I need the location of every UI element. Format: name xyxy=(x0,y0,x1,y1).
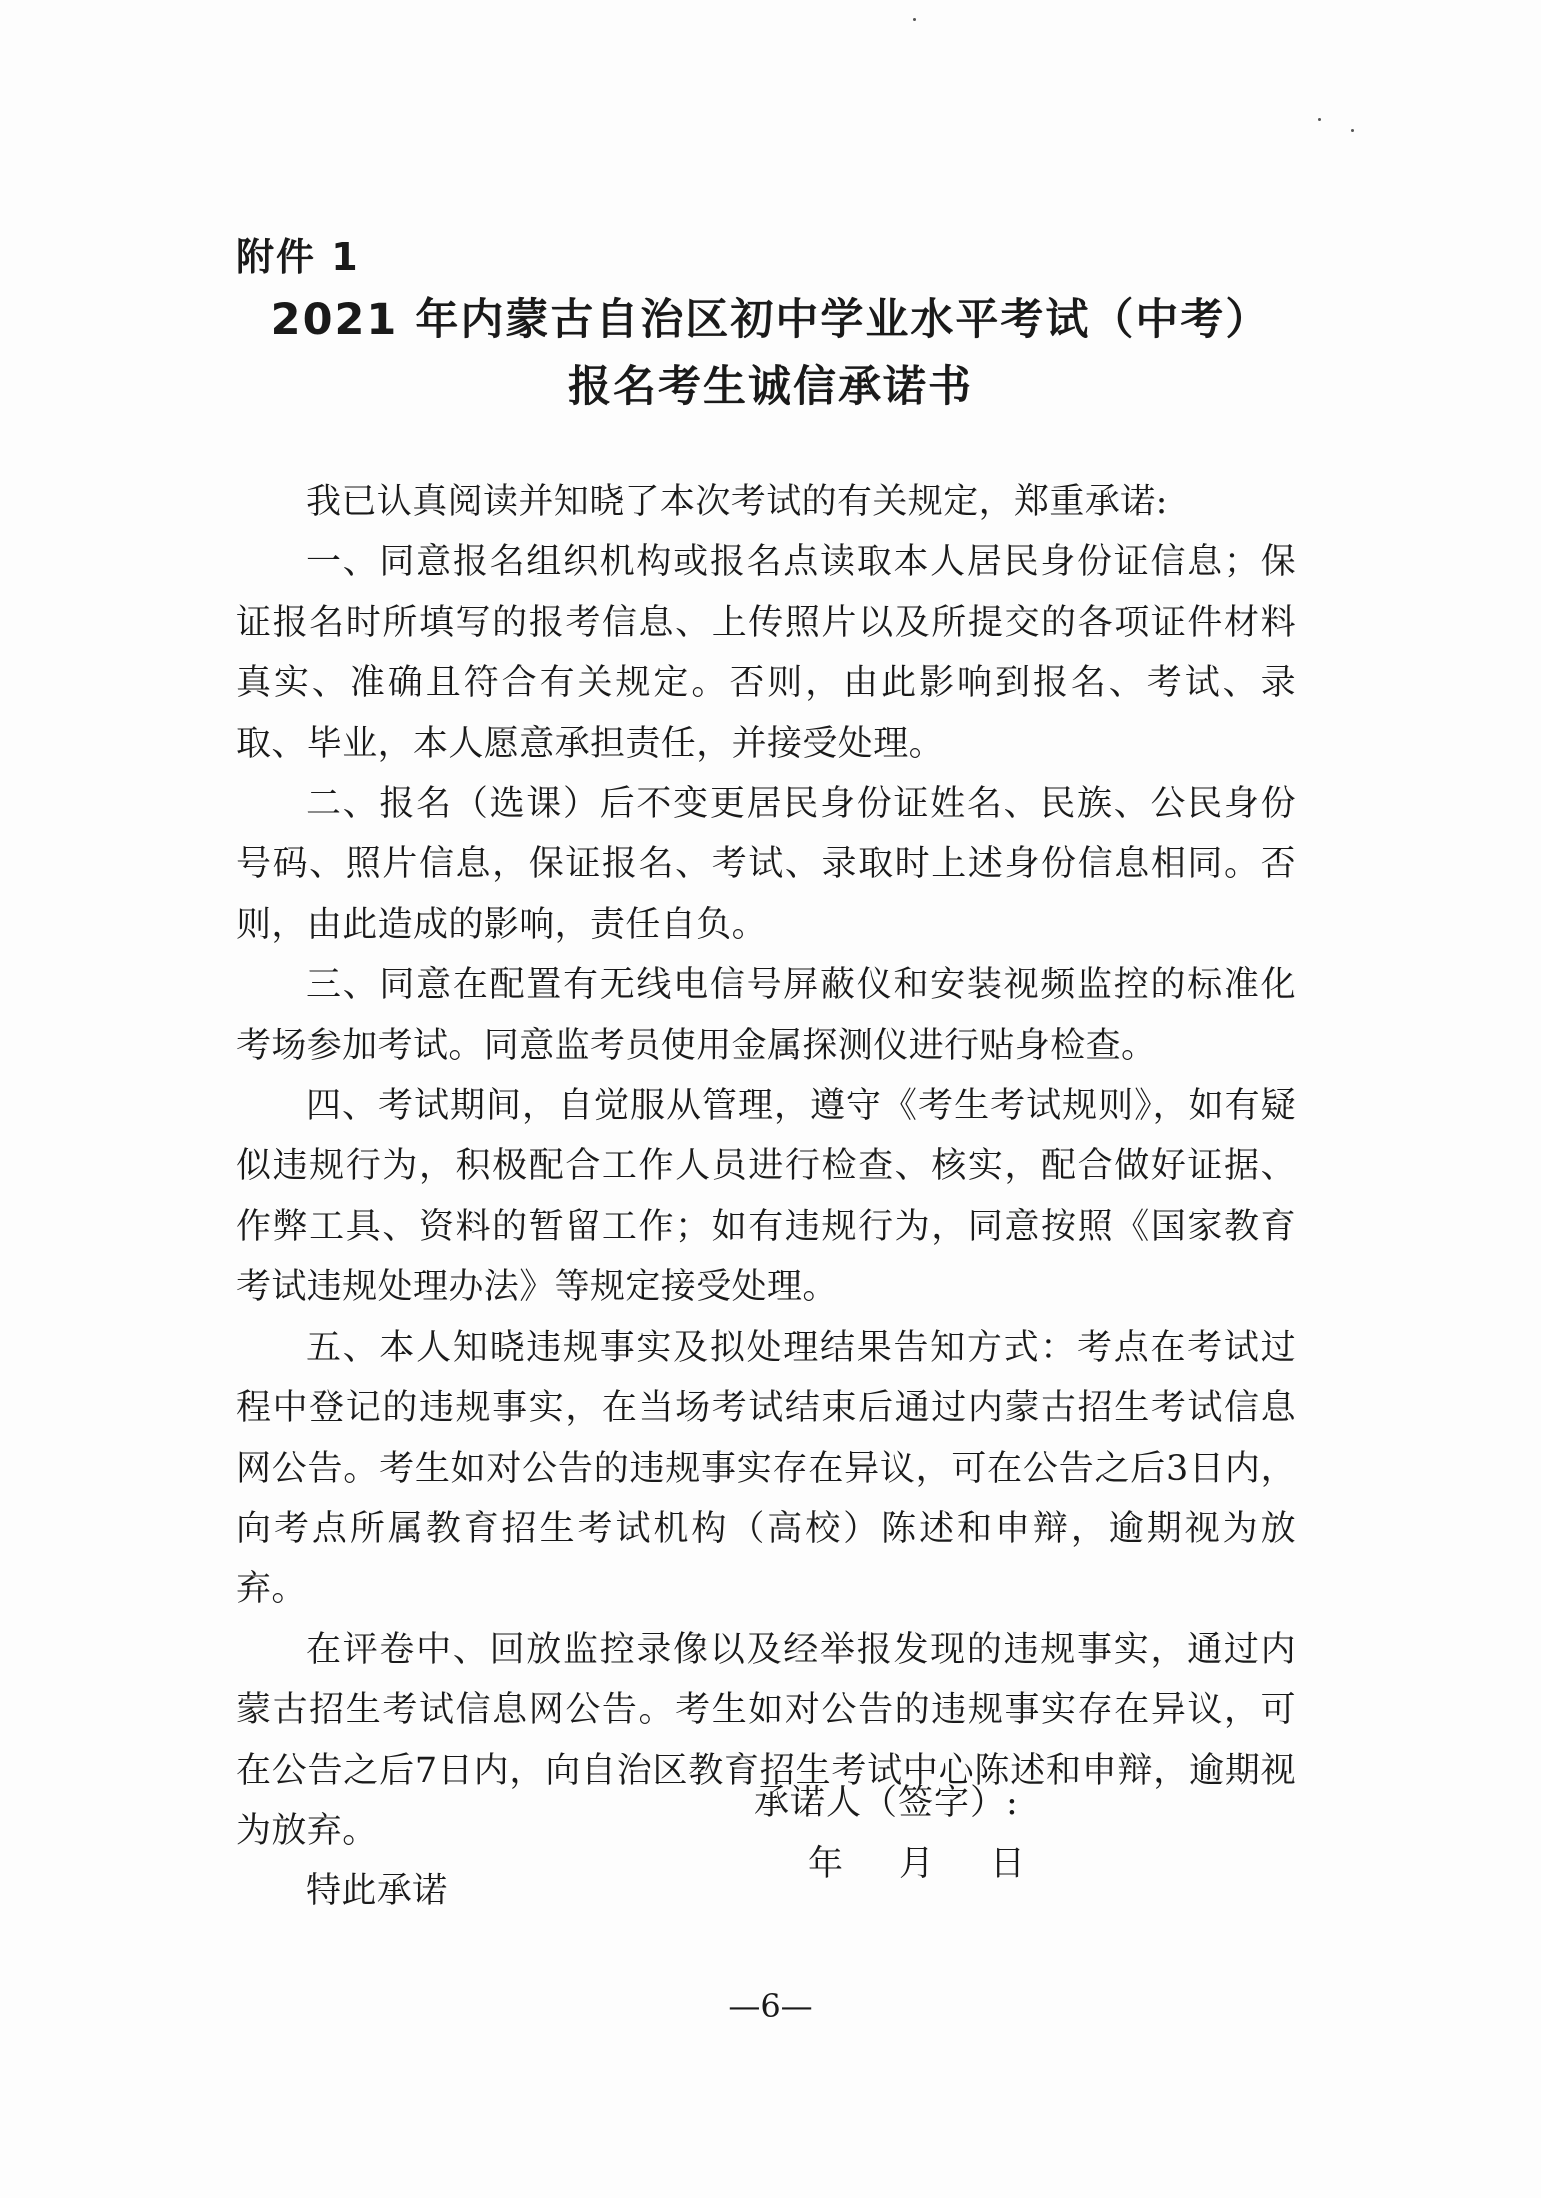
clause-2-paragraph: 二、报名（选课）后不变更居民身份证姓名、民族、公民身份号码、照片信息，保证报名、考试、录取时上述身份信息相同。否则，由此造成的影响，责任自负。 xyxy=(236,784,1296,945)
closing-paragraph: 特此承诺 xyxy=(306,1871,448,1912)
signer-label: 承诺人（签字）: xyxy=(754,1783,1019,1823)
date-day-label: 日 xyxy=(990,1844,1026,1884)
clause-3-paragraph: 三、同意在配置有无线电信号屏蔽仪和安装视频监控的标准化考场参加考试。同意监考员使用金属探测仪进行贴身检查。 xyxy=(236,965,1296,1066)
attachment-label: 附件 1 xyxy=(236,235,360,279)
document-body xyxy=(236,472,1296,1922)
intro-paragraph: 我已认真阅读并知晓了本次考试的有关规定，郑重承诺: xyxy=(306,482,1168,522)
document-title-line-1: 2021 年内蒙古自治区初中学业水平考试（中考） xyxy=(270,295,1271,345)
clause-5-paragraph: 五、本人知晓违规事实及拟处理结果告知方式：考点在考试过程中登记的违规事实，在当场考试结束后通过内蒙古招生考试信息网公告。考生如对公告的违规事实存在异议，可在公告之后3日内，向考点所属教育招生考试机构（高校）陈述和申辩，逾期视为放弃。 xyxy=(236,1327,1296,1610)
scan-speck xyxy=(1351,129,1354,132)
date-year-label: 年 xyxy=(808,1844,844,1884)
clause-1-paragraph: 一、同意报名组织机构或报名点读取本人居民身份证信息；保证报名时所填写的报考信息、上传照片以及所提交的各项证件材料真实、准确且符合有关规定。否则，由此影响到报名、考试、录取、毕业，本人愿意承担责任，并接受处理。 xyxy=(236,542,1296,764)
date-month-label: 月 xyxy=(899,1844,935,1884)
document-title-line-2: 报名考生诚信承诺书 xyxy=(568,362,973,412)
appeal-paragraph: 在评卷中、回放监控录像以及经举报发现的违规事实，通过内蒙古招生考试信息网公告。考生如对公告的违规事实存在异议，可在公告之后7日内，向自治区教育招生考试中心陈述和申辩，逾期视为放弃。 xyxy=(236,1629,1296,1851)
clause-4-paragraph: 四、考试期间，自觉服从管理，遵守《考生考试规则》，如有疑似违规行为，积极配合工作人员进行检查、核实，配合做好证据、作弊工具、资料的暂留工作；如有违规行为，同意按照《国家教育考试违规处理办法》等规定接受处理。 xyxy=(236,1086,1296,1308)
page-number: —6— xyxy=(728,1987,813,2025)
scan-speck xyxy=(913,18,916,21)
scan-speck xyxy=(1318,118,1321,121)
date-line xyxy=(808,1836,1025,1886)
